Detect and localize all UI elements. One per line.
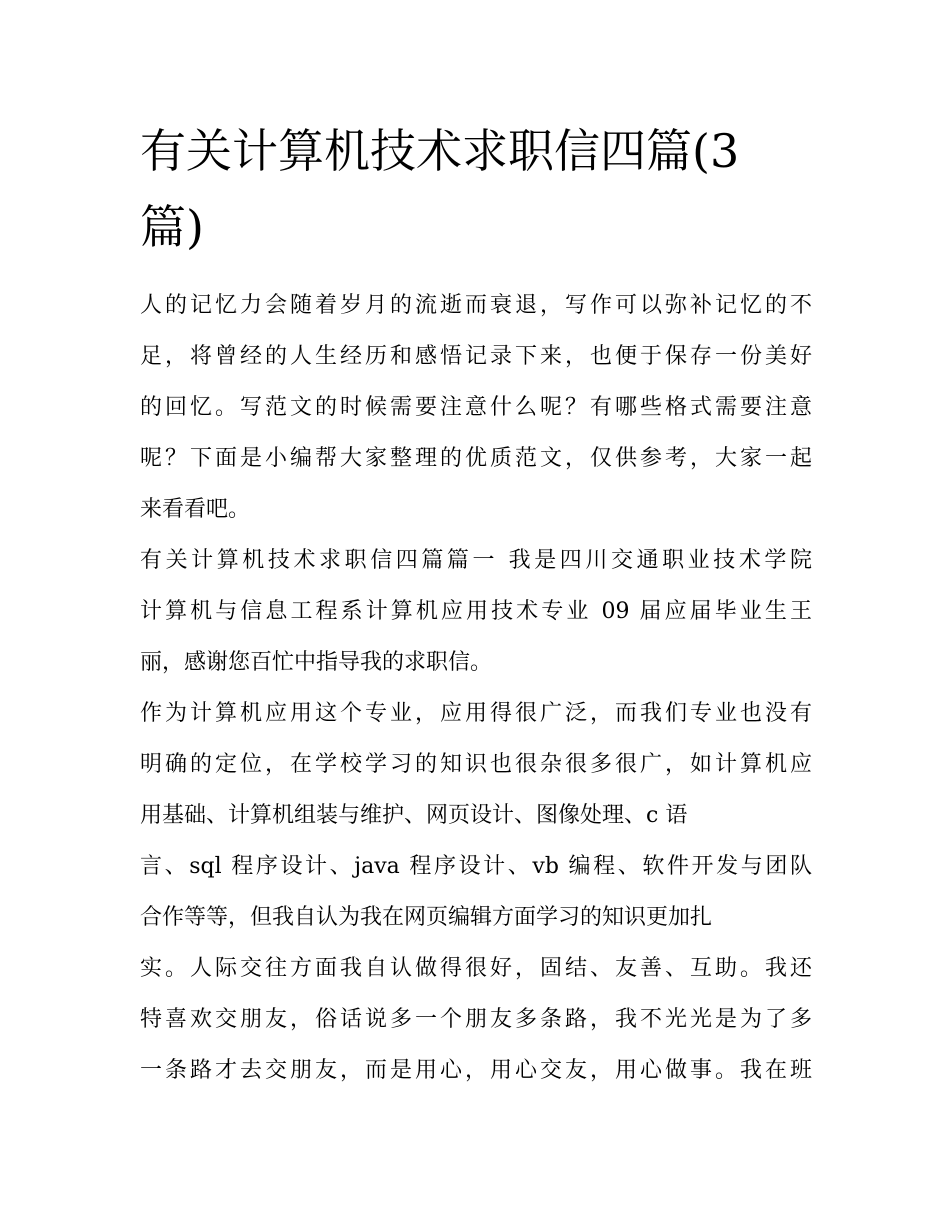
text-line: 作为计算机应用这个专业，应用得很广泛，而我们专业也没有 (140, 701, 812, 726)
text-line: 特喜欢交朋友，俗话说多一个朋友多条路，我不光光是为了多 (140, 1007, 812, 1032)
text-line: 的回忆。写范文的时候需要注意什么呢？有哪些格式需要注意 (140, 395, 812, 420)
text-line: 足，将曾经的人生经历和感悟记录下来，也便于保存一份美好 (140, 344, 812, 369)
document-title (140, 113, 820, 265)
text-line: 明确的定位，在学校学习的知识也很杂很多很广，如计算机应 (140, 752, 812, 777)
text-line: 来看看吧。 (140, 497, 251, 522)
paragraph-major-description (140, 688, 812, 1096)
text-line: 实。人际交往方面我自认做得很好，固结、友善、互助。我还 (140, 956, 812, 981)
title-line-1: 有关计算机技术求职信四篇(3 (140, 124, 740, 178)
paragraph-letter-opening (140, 535, 812, 688)
text-line: 呢？下面是小编帮大家整理的优质范文，仅供参考，大家一起 (140, 446, 812, 471)
paragraph-intro (140, 280, 812, 535)
title-line-2: 篇) (140, 200, 204, 254)
text-line: 人的记忆力会随着岁月的流逝而衰退，写作可以弥补记忆的不 (140, 293, 812, 318)
text-line: 用基础、计算机组装与维护、网页设计、图像处理、c 语 (140, 803, 688, 828)
document-body (140, 280, 812, 1096)
text-line: 计算机与信息工程系计算机应用技术专业 09 届应届毕业生王 (140, 599, 812, 624)
text-line: 有关计算机技术求职信四篇篇一 我是四川交通职业技术学院 (140, 548, 812, 573)
text-line: 言、sql 程序设计、java 程序设计、vb 编程、软件开发与团队 (140, 854, 812, 879)
text-line: 丽，感谢您百忙中指导我的求职信。 (140, 650, 493, 675)
text-line: 一条路才去交朋友，而是用心，用心交友，用心做事。我在班 (140, 1058, 812, 1083)
text-line: 合作等等，但我自认为我在网页编辑方面学习的知识更加扎 (140, 905, 713, 930)
